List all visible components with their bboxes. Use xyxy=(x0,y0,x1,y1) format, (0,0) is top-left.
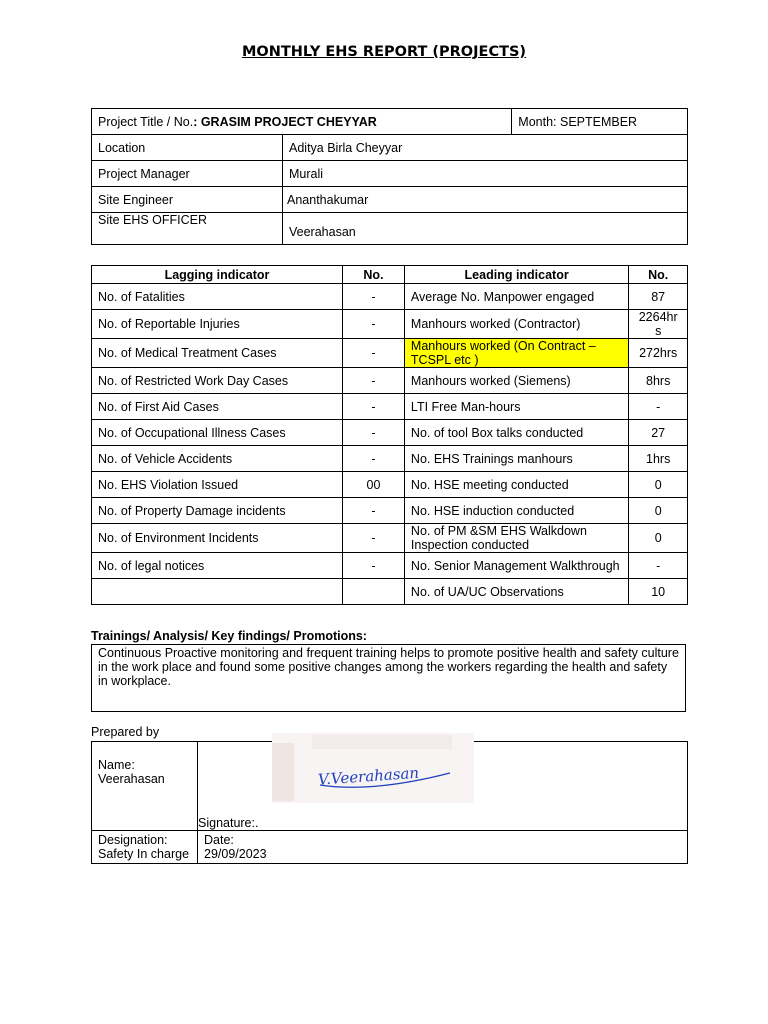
header-lagging-no: No. xyxy=(343,266,405,284)
leading-count-cell: 1hrs xyxy=(629,446,688,472)
project-title-cell xyxy=(92,109,512,135)
indicator-row xyxy=(92,394,688,420)
leading-indicator-cell: No. of PM &SM EHS Walkdown Inspection conducted xyxy=(404,524,628,553)
name-value: Veerahasan xyxy=(98,772,165,786)
leading-indicator-cell: LTI Free Man-hours xyxy=(404,394,628,420)
lagging-count-cell: - xyxy=(343,524,405,553)
indicator-row xyxy=(92,420,688,446)
header-leading: Leading indicator xyxy=(404,266,628,284)
designation-value: Safety In charge xyxy=(98,847,190,861)
leading-indicator-cell: No. EHS Trainings manhours xyxy=(404,446,628,472)
indicator-row xyxy=(92,579,688,605)
signature-label: Signature:. xyxy=(198,816,259,830)
leading-count-cell: 27 xyxy=(629,420,688,446)
lagging-count-cell: - xyxy=(343,420,405,446)
leading-indicator-cell: No. HSE meeting conducted xyxy=(404,472,628,498)
indicator-row xyxy=(92,368,688,394)
indicators-body xyxy=(92,284,688,605)
lagging-indicator-cell: No. EHS Violation Issued xyxy=(92,472,343,498)
leading-count-cell: 0 xyxy=(629,524,688,553)
signature-ink: V.Veerahasan xyxy=(317,763,420,789)
lagging-count-cell: - xyxy=(343,498,405,524)
project-info-table xyxy=(91,108,688,245)
indicator-row xyxy=(92,524,688,553)
lagging-count-cell xyxy=(343,579,405,605)
findings-box xyxy=(91,644,686,712)
lagging-indicator-cell: No. of Vehicle Accidents xyxy=(92,446,343,472)
name-label: Name: xyxy=(98,758,135,772)
indicator-row xyxy=(92,446,688,472)
date-label: Date: xyxy=(204,833,234,847)
project-manager-label: Project Manager xyxy=(92,161,283,187)
designation-label: Designation: xyxy=(98,833,168,847)
lagging-indicator-cell xyxy=(92,579,343,605)
leading-count-cell: 10 xyxy=(629,579,688,605)
lagging-count-cell: - xyxy=(343,284,405,310)
lagging-indicator-cell: No. of Medical Treatment Cases xyxy=(92,339,343,368)
indicator-row xyxy=(92,498,688,524)
leading-indicator-cell: Manhours worked (Siemens) xyxy=(404,368,628,394)
lagging-count-cell: - xyxy=(343,553,405,579)
designation-cell xyxy=(92,831,198,864)
signature-image xyxy=(272,733,474,803)
leading-count-cell: - xyxy=(629,394,688,420)
report-title: MONTHLY EHS REPORT (PROJECTS) xyxy=(241,44,527,60)
lagging-indicator-cell: No. of Environment Incidents xyxy=(92,524,343,553)
lagging-count-cell: 00 xyxy=(343,472,405,498)
lagging-count-cell: - xyxy=(343,310,405,339)
indicators-header-row xyxy=(92,266,688,284)
location-label: Location xyxy=(92,135,283,161)
location-value: Aditya Birla Cheyyar xyxy=(283,135,688,161)
leading-count-cell: 272hrs xyxy=(629,339,688,368)
site-engineer-value: Ananthakumar xyxy=(283,187,688,213)
indicator-row xyxy=(92,284,688,310)
lagging-indicator-cell: No. of Reportable Injuries xyxy=(92,310,343,339)
leading-count-cell: 0 xyxy=(629,472,688,498)
indicators-table xyxy=(91,265,688,605)
indicator-row xyxy=(92,553,688,579)
site-engineer-label: Site Engineer xyxy=(92,187,283,213)
leading-indicator-cell: No. Senior Management Walkthrough xyxy=(404,553,628,579)
lagging-indicator-cell: No. of Property Damage incidents xyxy=(92,498,343,524)
lagging-indicator-cell: No. of First Aid Cases xyxy=(92,394,343,420)
header-leading-no: No. xyxy=(629,266,688,284)
project-title-value: : GRASIM PROJECT CHEYYAR xyxy=(193,114,377,129)
indicator-row xyxy=(92,472,688,498)
lagging-indicator-cell: No. of Restricted Work Day Cases xyxy=(92,368,343,394)
lagging-count-cell: - xyxy=(343,446,405,472)
site-ehs-officer-value: Veerahasan xyxy=(283,213,688,245)
project-manager-value: Murali xyxy=(283,161,688,187)
leading-indicator-cell: No. of tool Box talks conducted xyxy=(404,420,628,446)
lagging-indicator-cell: No. of Occupational Illness Cases xyxy=(92,420,343,446)
date-value: 29/09/2023 xyxy=(204,847,267,861)
project-title-label: Project Title / No. xyxy=(98,114,194,129)
leading-indicator-cell: Manhours worked (On Contract – TCSPL etc ) xyxy=(404,339,628,368)
leading-count-cell: 87 xyxy=(629,284,688,310)
lagging-count-cell: - xyxy=(343,368,405,394)
leading-count-cell: 2264hr s xyxy=(629,310,688,339)
lagging-count-cell: - xyxy=(343,394,405,420)
leading-indicator-cell: Manhours worked (Contractor) xyxy=(404,310,628,339)
leading-count-cell: - xyxy=(629,553,688,579)
prepared-by-label: Prepared by xyxy=(91,725,160,739)
date-cell xyxy=(198,831,688,864)
leading-count-cell: 0 xyxy=(629,498,688,524)
month-cell: Month: SEPTEMBER xyxy=(512,109,688,135)
findings-text: Continuous Proactive monitoring and frequent training helps to promote positive health and safety culture in the work place and found some positive changes among the workers regarding the health and safety in workplace. xyxy=(98,646,679,688)
site-ehs-officer-label: Site EHS OFFICER xyxy=(92,213,283,245)
header-lagging: Lagging indicator xyxy=(92,266,343,284)
name-cell xyxy=(92,742,198,831)
leading-indicator-cell: No. HSE induction conducted xyxy=(404,498,628,524)
lagging-count-cell: - xyxy=(343,339,405,368)
leading-indicator-cell: No. of UA/UC Observations xyxy=(404,579,628,605)
indicator-row xyxy=(92,339,688,368)
findings-heading: Trainings/ Analysis/ Key findings/ Promotions: xyxy=(91,629,367,643)
lagging-indicator-cell: No. of legal notices xyxy=(92,553,343,579)
lagging-indicator-cell: No. of Fatalities xyxy=(92,284,343,310)
indicator-row xyxy=(92,310,688,339)
leading-count-cell: 8hrs xyxy=(629,368,688,394)
leading-indicator-cell: Average No. Manpower engaged xyxy=(404,284,628,310)
